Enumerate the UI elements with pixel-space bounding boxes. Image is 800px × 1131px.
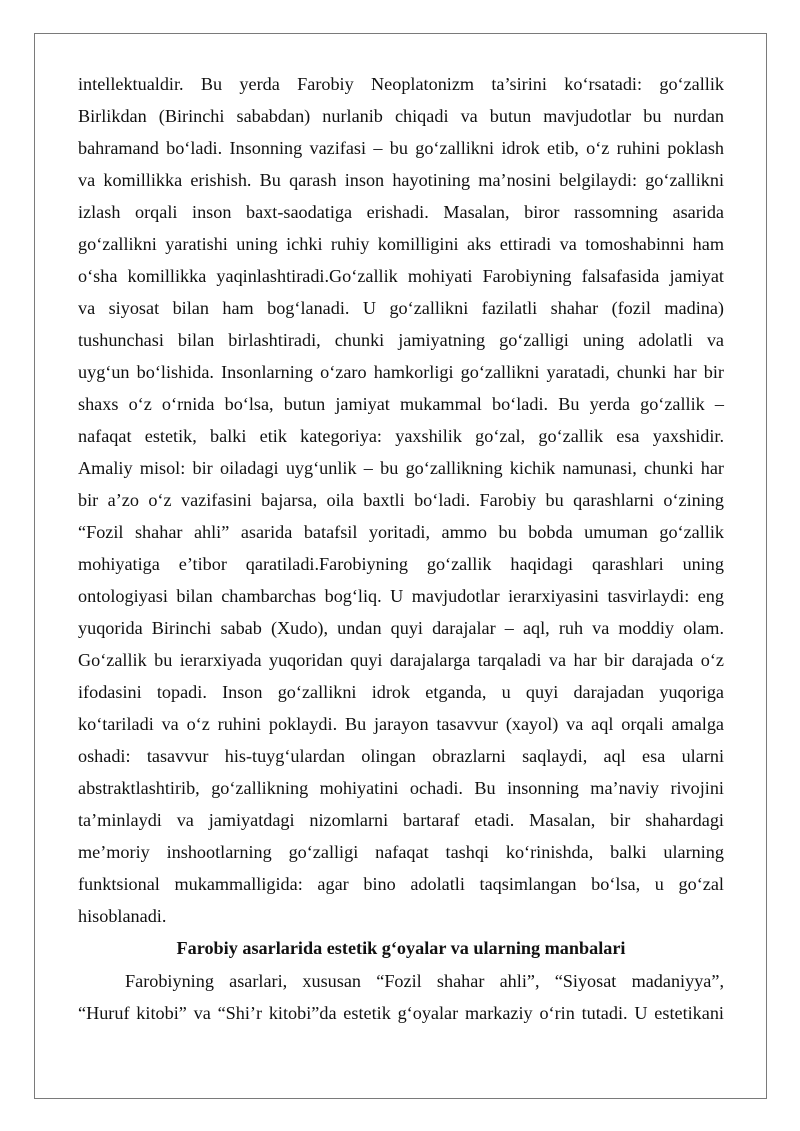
paragraph-line: Go‘zallik bu ierarxiyada yuqoridan quyi darajalarga tarqaladi va har bir darajada o‘z — [78, 650, 724, 670]
paragraph-line: va siyosat bilan ham bog‘lanadi. U go‘zallikni fazilatli shahar (fozil madina) — [78, 298, 724, 318]
section-heading: Farobiy asarlarida estetik g‘oyalar va ularning manbalari — [176, 938, 626, 958]
paragraph-line: bahramand bo‘ladi. Insonning vazifasi – bu go‘zallikni idrok etib, o‘z ruhini poklash — [78, 138, 724, 158]
paragraph-line: bir a’zo o‘z vazifasini bajarsa, oila baxtli bo‘ladi. Farobiy bu qarashlarni o‘zining — [78, 490, 724, 510]
paragraph-line: Amaliy misol: bir oiladagi uyg‘unlik – bu go‘zallikning kichik namunasi, chunki har — [78, 458, 724, 478]
paragraph-line: Birlikdan (Birinchi sababdan) nurlanib chiqadi va butun mavjudotlar bu nurdan — [78, 106, 724, 126]
paragraph-line: Farobiyning asarlari, xususan “Fozil shahar ahli”, “Siyosat madaniyya”, — [125, 971, 724, 991]
paragraph-line: ko‘tariladi va o‘z ruhini poklaydi. Bu jarayon tasavvur (xayol) va aql orqali amalga — [78, 714, 724, 734]
paragraph-line: ifodasini topadi. Inson go‘zallikni idrok etganda, u quyi darajadan yuqoriga — [78, 682, 724, 702]
section-paragraph — [78, 965, 724, 1029]
paragraph-line: va komillikka erishish. Bu qarash inson hayotining ma’nosini belgilaydi: go‘zallikni — [78, 170, 724, 190]
paragraph-line: intellektualdir. Bu yerda Farobiy Neoplatonizm ta’sirini ko‘rsatadi: go‘zallik — [78, 74, 724, 94]
paragraph-line: ontologiyasi bilan chambarchas bog‘liq. U mavjudotlar ierarxiyasini tasvirlaydi: eng — [78, 586, 724, 606]
paragraph-line: oshadi: tasavvur his-tuyg‘ulardan olingan obrazlarni saqlaydi, aql esa ularni — [78, 746, 724, 766]
paragraph-line: tushunchasi bilan birlashtiradi, chunki jamiyatning go‘zalligi uning adolatli va — [78, 330, 724, 350]
paragraph-line: shaxs o‘z o‘rnida bo‘lsa, butun jamiyat mukammal bo‘ladi. Bu yerda go‘zallik – — [78, 394, 724, 414]
paragraph-line: mohiyatiga e’tibor qaratiladi.Farobiyning go‘zallik haqidagi qarashlari uning — [78, 554, 724, 574]
paragraph-line: yuqorida Birinchi sabab (Xudo), undan quyi darajalar – aql, ruh va moddiy olam. — [78, 618, 724, 638]
paragraph-line: izlash orqali inson baxt-saodatiga erishadi. Masalan, biror rassomning asarida — [78, 202, 724, 222]
body-paragraph — [78, 68, 724, 932]
document-body — [78, 68, 724, 1029]
paragraph-line: o‘sha komillikka yaqinlashtiradi.Go‘zallik mohiyati Farobiyning falsafasida jamiyat — [78, 266, 724, 286]
paragraph-line: “Huruf kitobi” va “Shi’r kitobi”da estetik g‘oyalar markaziy o‘rin tutadi. U estetikani — [78, 1003, 724, 1023]
paragraph-line: “Fozil shahar ahli” asarida batafsil yoritadi, ammo bu bobda umuman go‘zallik — [78, 522, 724, 542]
paragraph-line: uyg‘un bo‘lishida. Insonlarning o‘zaro hamkorligi go‘zallikni yaratadi, chunki har bir — [78, 362, 724, 382]
paragraph-line: funktsional mukammalligida: agar bino adolatli taqsimlangan bo‘lsa, u go‘zal — [78, 874, 724, 894]
paragraph-line: go‘zallikni yaratishi uning ichki ruhiy komilligini aks ettiradi va tomoshabinni ham — [78, 234, 724, 254]
paragraph-line: me’moriy inshootlarning go‘zalligi nafaqat tashqi ko‘rinishda, balki ularning — [78, 842, 724, 862]
paragraph-line: hisoblanadi. — [78, 906, 167, 926]
paragraph-line: nafaqat estetik, balki etik kategoriya: yaxshilik go‘zal, go‘zallik esa yaxshidir. — [78, 426, 724, 446]
paragraph-line: abstraktlashtirib, go‘zallikning mohiyatini ochadi. Bu insonning ma’naviy rivojini — [78, 778, 724, 798]
paragraph-line: ta’minlaydi va jamiyatdagi nizomlarni bartaraf etadi. Masalan, bir shahardagi — [78, 810, 724, 830]
